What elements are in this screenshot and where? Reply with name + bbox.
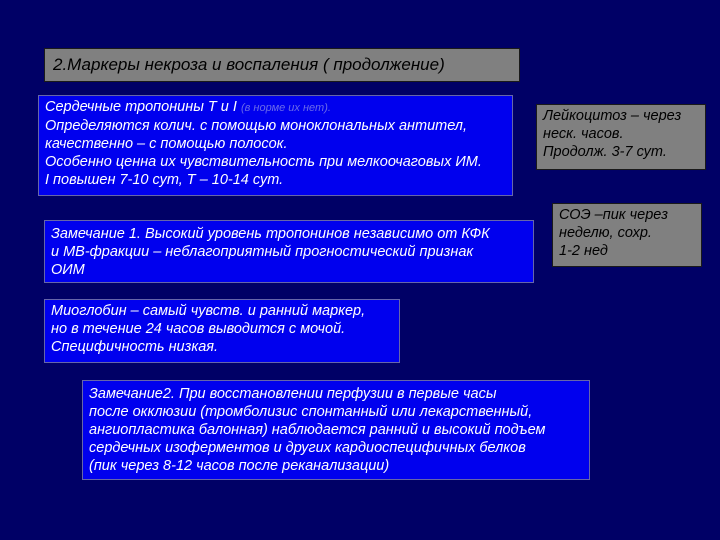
troponin-line-1 [45,98,506,117]
note1-line-2: и МВ-фракции – неблагоприятный прогностический признак [51,244,474,260]
troponin-norm-note: (в норме их нет). [240,102,331,114]
troponin-line-5: I повышен 7-10 сут, Т – 10-14 сут. [45,172,284,188]
note2-box [82,380,590,480]
myoglobin-box [44,299,400,363]
note2-line-2: после окклюзии (тромболизис спонтанный или лекарственный, [89,404,533,420]
troponin-line-3: качественно – с помощью полосок. [45,136,288,152]
leukocytosis-box [536,104,706,170]
troponin-box [38,95,513,196]
leukocytosis-line-1: Лейкоцитоз – через [543,108,682,124]
esr-line-1: СОЭ –пик через [559,207,668,223]
troponin-line-2: Определяются колич. с помощью моноклональных антител, [45,118,468,134]
leukocytosis-line-2: неск. часов. [543,126,624,142]
esr-line-2: неделю, сохр. [559,225,652,241]
myoglobin-line-1: Миоглобин – самый чувств. и ранний маркер, [51,303,366,319]
troponin-line-4: Особенно ценна их чувствительность при мелкоочаговых ИМ. [45,154,482,170]
leukocytosis-line-3: Продолж. 3-7 сут. [543,144,667,160]
note1-box [44,220,534,283]
myoglobin-line-2: но в течение 24 часов выводится с мочой. [51,321,346,337]
note1-line-1: Замечание 1. Высокий уровень тропонинов независимо от КФК [51,226,490,242]
esr-line-3: 1-2 нед [559,243,608,259]
slide-title [44,48,520,82]
note2-line-1: Замечание2. При восстановлении перфузии в первые часы [89,386,497,402]
troponin-heading: Сердечные тропонины Т и I [45,99,237,115]
note2-line-5: (пик через 8-12 часов после реканализации) [89,458,390,474]
note2-line-3: ангиопластика балонная) наблюдается ранний и высокий подъем [89,422,546,438]
note1-line-3: ОИМ [51,262,85,278]
note2-line-4: сердечных изоферментов и других кардиоспецифичных белков [89,440,526,456]
slide-title-text: 2.Маркеры некроза и воспаления ( продолжение) [53,55,445,74]
esr-box [552,203,702,267]
myoglobin-line-3: Специфичность низкая. [51,339,219,355]
